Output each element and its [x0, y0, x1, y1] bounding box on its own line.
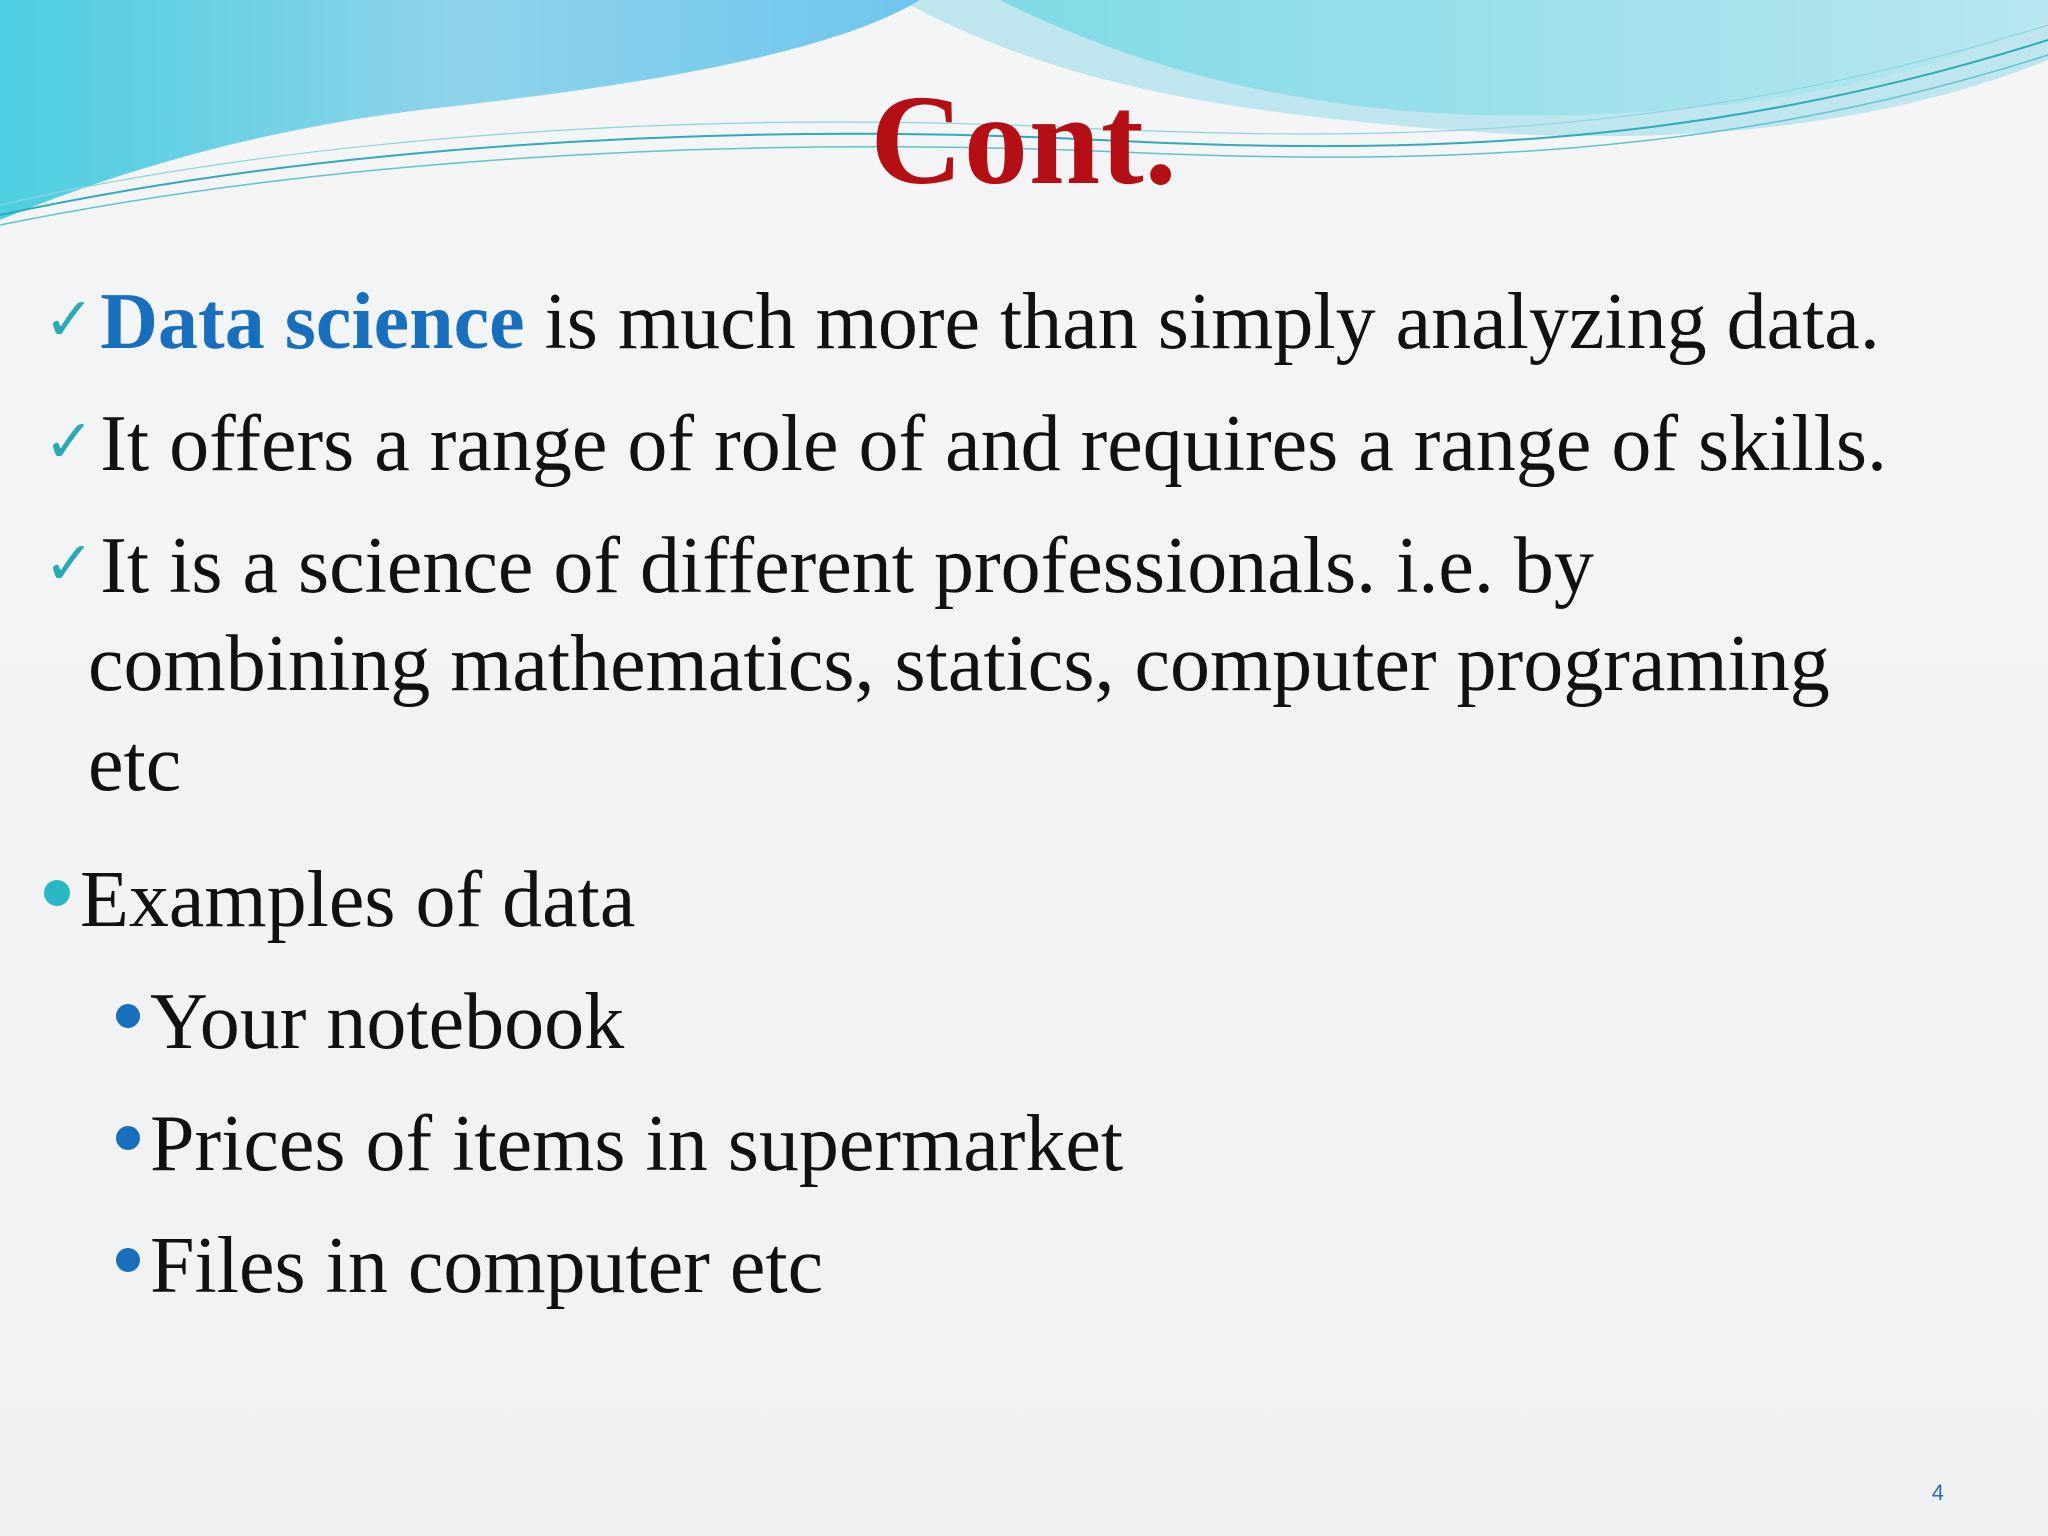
- blue-dot-icon: [116, 1004, 140, 1028]
- sub-item-2: [116, 1094, 1123, 1194]
- sub-item-3: [116, 1216, 823, 1316]
- bullet-item-3: [44, 514, 1594, 616]
- sub-item-text: Prices of items in supermarket: [150, 1100, 1124, 1188]
- bullet-text: It is a science of different professionals. i.e. by: [100, 522, 1594, 610]
- bullet-continuation-line-1: combining mathematics, statics, computer programing: [88, 620, 1830, 708]
- sub-item-1: [116, 972, 624, 1072]
- slide-title: Cont.: [870, 69, 1178, 211]
- sub-item-text: Files in computer etc: [150, 1222, 824, 1310]
- blue-dot-icon: [116, 1248, 140, 1272]
- check-icon: ✓: [44, 529, 95, 599]
- check-icon: ✓: [44, 285, 95, 355]
- bullet-text: It offers a range of role of and requires a range of skills.: [100, 400, 1887, 488]
- bullet-item-1: [44, 270, 1880, 372]
- sub-item-text: Your notebook: [150, 978, 625, 1066]
- section-heading-item: [44, 850, 635, 950]
- page-number: 4: [1931, 1480, 1944, 1505]
- bullet-item-2: [44, 392, 1887, 494]
- bullet-text: is much more than simply analyzing data.: [524, 278, 1880, 366]
- blue-dot-icon: [116, 1126, 140, 1150]
- check-icon: ✓: [44, 407, 95, 477]
- bullet-highlight: Data science: [100, 278, 525, 366]
- teal-dot-icon: [44, 880, 70, 906]
- section-heading: Examples of data: [80, 856, 636, 944]
- bullet-continuation-line-2: etc: [88, 720, 182, 808]
